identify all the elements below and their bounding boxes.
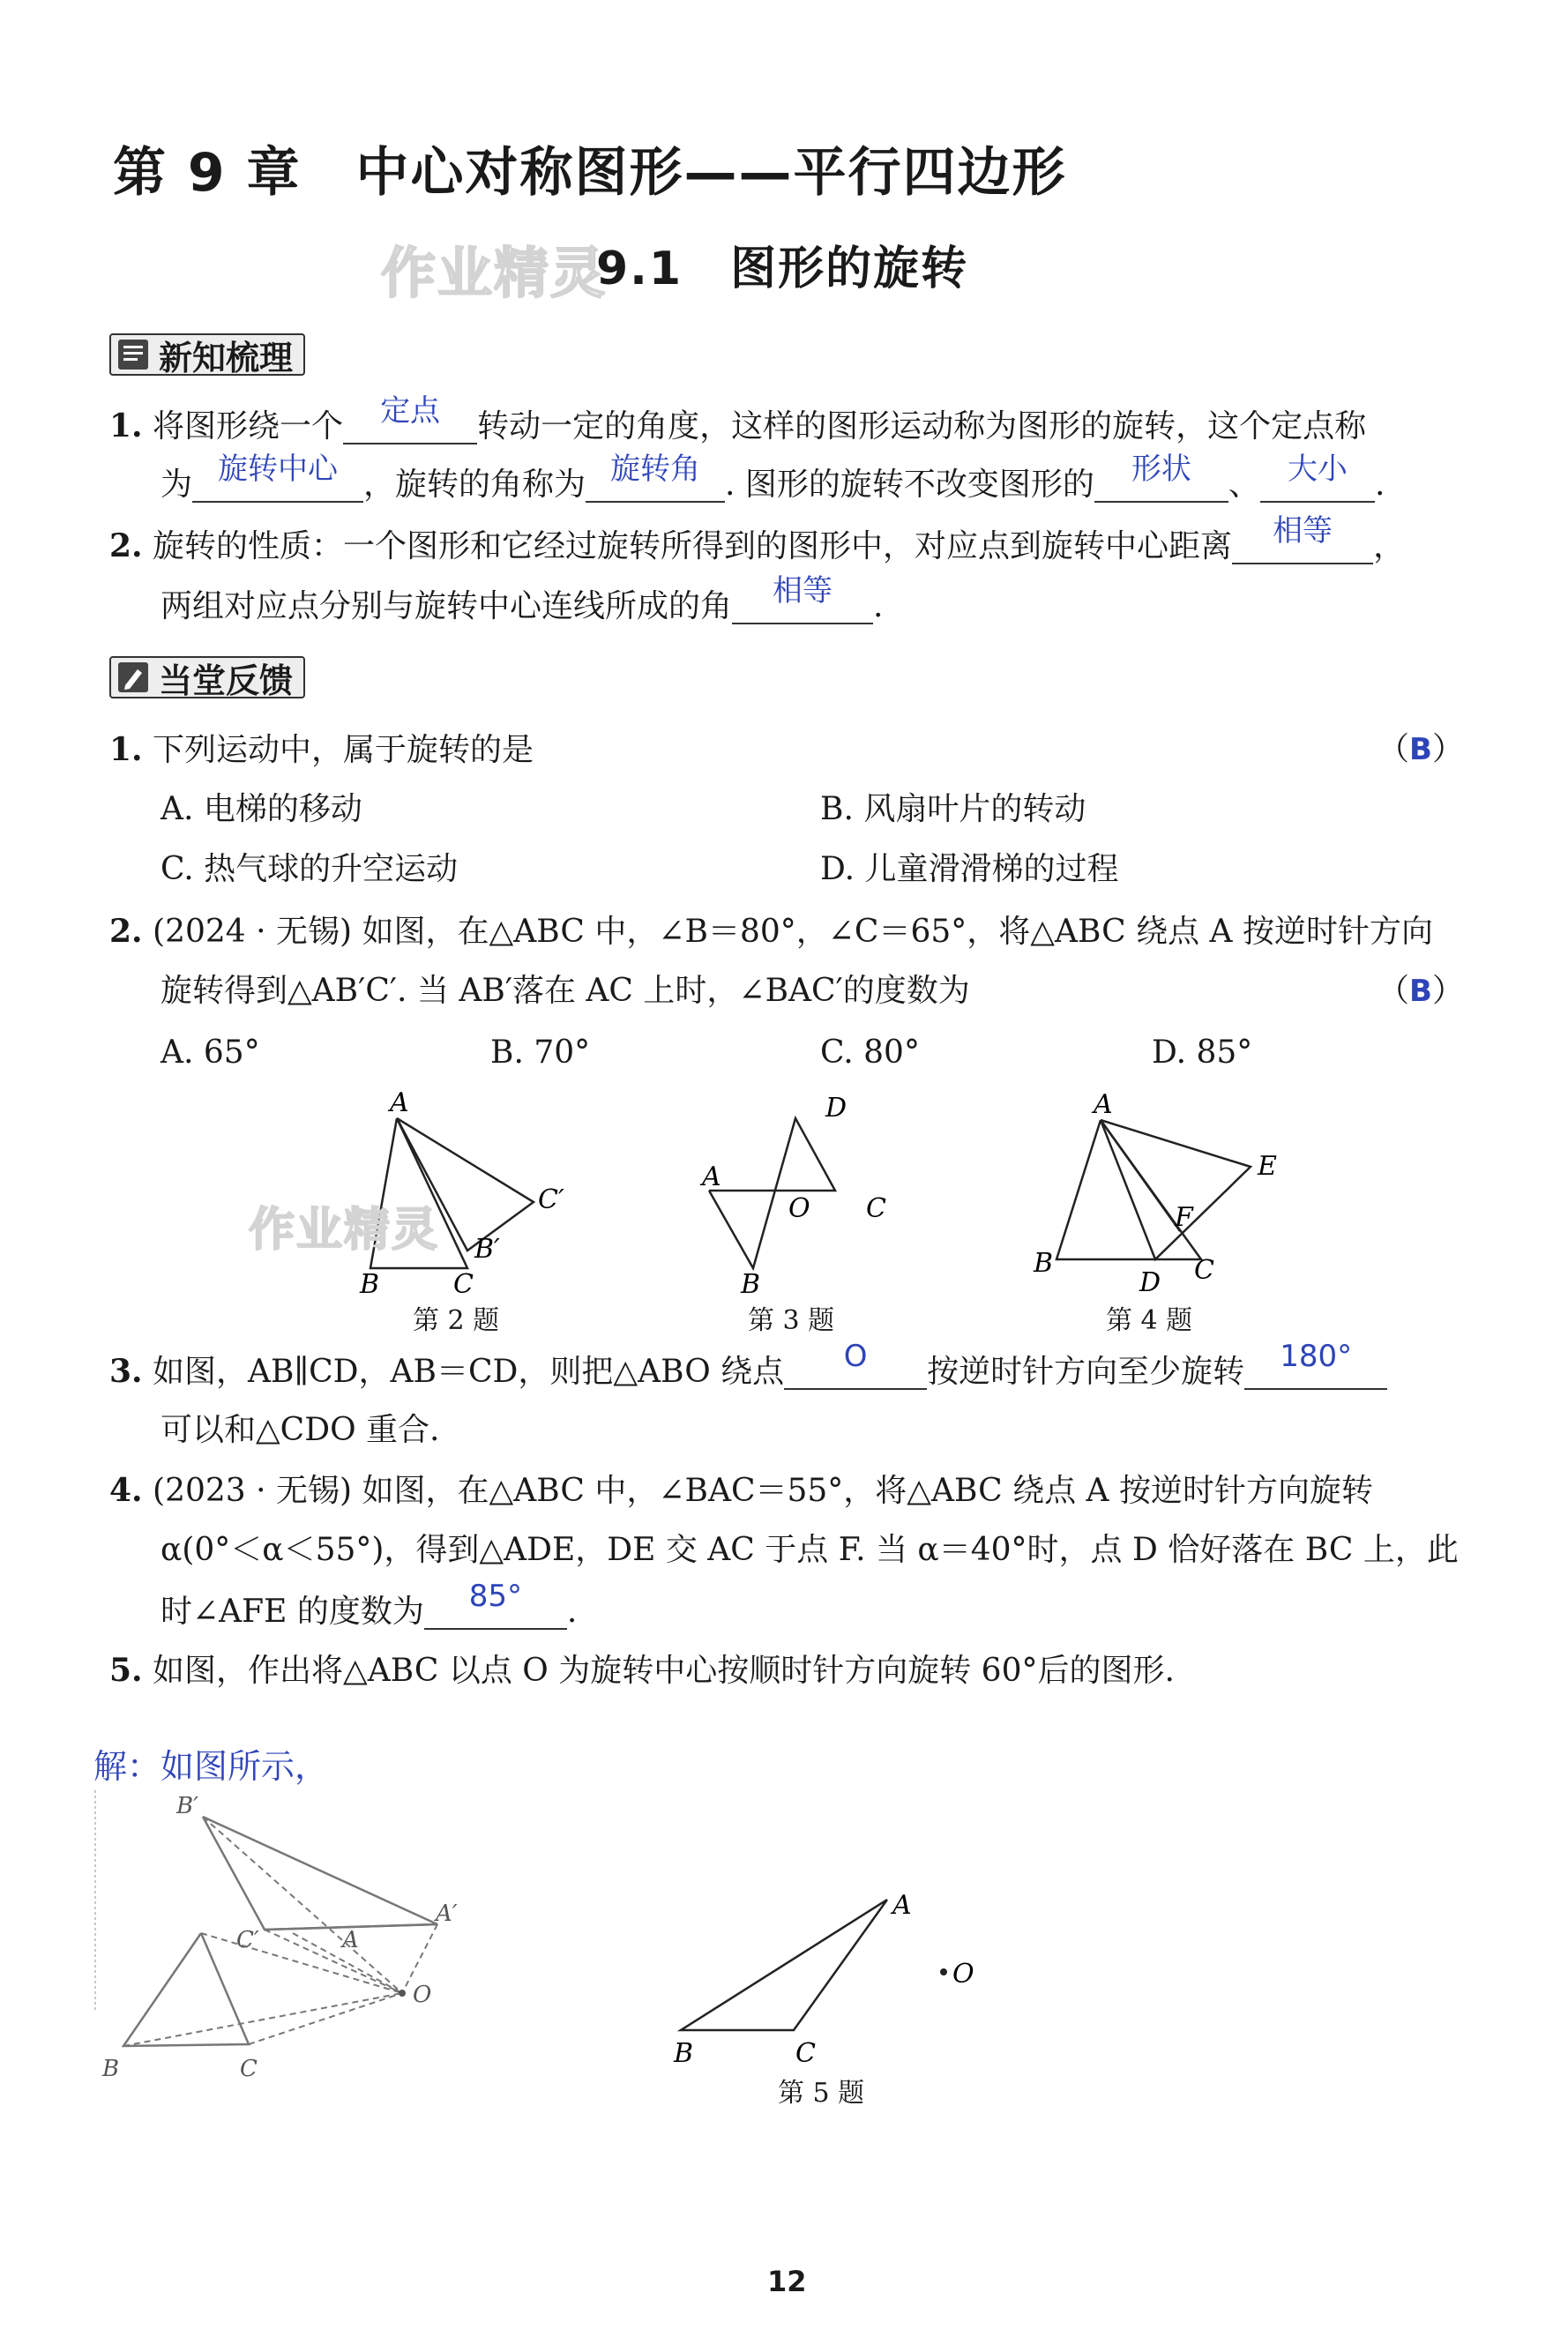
blank — [1244, 1339, 1387, 1390]
q2-answer: B — [1409, 974, 1432, 1009]
q1-option-d: D. 儿童滑滑梯的过程 — [820, 851, 1119, 887]
paren: （ — [1378, 731, 1410, 767]
text: (2023 · 无锡) 如图，在△ABC 中，∠BAC＝55°，将△ABC 绕点 A 按逆时针方向旋转 — [153, 1473, 1373, 1509]
blank — [1094, 452, 1228, 503]
blank — [192, 452, 363, 503]
sol-label-c-prime: C′ — [236, 1927, 259, 1953]
fig2-label-c-prime: C′ — [538, 1184, 564, 1215]
nk-item-1-line-2 — [161, 452, 1385, 503]
fb-q2-line-2: 旋转得到△AB′C′. 当 AB′落在 AC 上时，∠BAC′的度数为 — [161, 973, 970, 1009]
q3-num: 3. — [109, 1353, 143, 1390]
answer-text: 85° — [468, 1579, 522, 1614]
text: 按逆时针方向至少旋转 — [927, 1354, 1245, 1390]
new-knowledge-tag — [109, 333, 305, 376]
fb-q4-line-3 — [161, 1579, 578, 1630]
fig4-label-f: F — [1175, 1202, 1193, 1233]
answer-text: 相等 — [1273, 513, 1333, 549]
q1-option-a: A. 电梯的移动 — [161, 791, 362, 827]
text: 为 — [161, 467, 193, 503]
blank — [424, 1579, 567, 1630]
fig4-label-c: C — [1194, 1255, 1214, 1286]
text: 如图，AB∥CD，AB＝CD，则把△ABO 绕点 — [153, 1354, 785, 1390]
nk-item-1-line-1 — [109, 393, 1367, 444]
fb-q4-line-1 — [109, 1473, 1373, 1509]
sol-label-a-prime: A′ — [436, 1901, 458, 1927]
q2-option-c: C. 80° — [820, 1034, 920, 1071]
blank — [732, 573, 873, 624]
feedback-title: 当堂反馈 — [159, 661, 294, 700]
q2-option-a: A. 65° — [161, 1034, 260, 1071]
fig2-label-c: C — [453, 1269, 474, 1300]
feedback-tag — [109, 656, 305, 698]
fig3-label-d: D — [825, 1093, 847, 1124]
paren: ） — [1431, 973, 1464, 1009]
chapter-title: 第 9 章 中心对称图形——平行四边形 — [113, 142, 1067, 204]
fig4-label-d: D — [1139, 1267, 1161, 1298]
blank — [784, 1339, 927, 1390]
q1-answer: B — [1409, 732, 1432, 767]
pencil-icon — [118, 662, 148, 692]
fb-q1-stem — [109, 732, 534, 768]
q4-num: 4. — [109, 1472, 143, 1509]
answer-text: 相等 — [773, 573, 833, 609]
q2-text-1: (2024 · 无锡) 如图，在△ABC 中，∠B＝80°，∠C＝65°，将△ABC 绕点 A 按逆时针方向 — [153, 914, 1433, 950]
figure-3 — [690, 1092, 901, 1303]
fb-q3-line-1 — [109, 1339, 1387, 1390]
fig3-label-o: O — [788, 1193, 810, 1224]
q1-answer-paren — [1378, 732, 1464, 767]
section-title: 9.1 图形的旋转 — [596, 243, 969, 295]
fig4-label-a: A — [1094, 1092, 1113, 1120]
paren: ） — [1431, 731, 1464, 767]
fb-q4-line-2: α(0°＜α＜55°)，得到△ADE，DE 交 AC 于点 F. 当 α＝40°时，点 D 恰好落在 BC 上，此 — [161, 1532, 1459, 1568]
paren: （ — [1378, 973, 1410, 1009]
fig3-label-b: B — [741, 1269, 761, 1300]
figure-4 — [1023, 1092, 1305, 1303]
figure-5 — [653, 1878, 988, 2072]
fb-q3-line-2: 可以和△CDO 重合. — [161, 1412, 440, 1448]
answer-text: 旋转角 — [610, 452, 701, 487]
fig4-label-e: E — [1258, 1151, 1277, 1182]
text: 两组对应点分别与旋转中心连线所成的角 — [161, 588, 733, 624]
text: 时∠AFE 的度数为 — [161, 1594, 424, 1630]
blank — [586, 452, 725, 503]
q2-answer-paren — [1378, 974, 1464, 1009]
q1-option-c: C. 热气球的升空运动 — [161, 851, 459, 887]
watermark: 作业精灵 — [381, 241, 608, 305]
answer-text: 大小 — [1287, 452, 1348, 487]
blank — [1232, 513, 1373, 564]
text: . — [566, 1594, 578, 1630]
sol-label-a: A — [342, 1927, 359, 1953]
text: . 图形的旋转不改变图形的 — [725, 467, 1094, 503]
nk-item-2-line-1 — [109, 513, 1406, 564]
fig3-label-a: A — [702, 1161, 721, 1192]
answer-text: 定点 — [380, 393, 441, 429]
fig3-caption: 第 3 题 — [748, 1305, 835, 1336]
book-icon — [118, 340, 148, 370]
page-number: 12 — [767, 2265, 807, 2298]
blank — [1260, 452, 1375, 503]
q5-num: 5. — [109, 1652, 143, 1689]
nk-item-1-num: 1. — [109, 407, 143, 444]
answer-text: 180° — [1280, 1339, 1353, 1374]
fig2-caption: 第 2 题 — [413, 1305, 500, 1336]
fig5-label-b: B — [674, 2038, 694, 2069]
watermark-2: 作业精灵 — [249, 1204, 440, 1257]
answer-text: 形状 — [1131, 452, 1191, 487]
q2-option-d: D. 85° — [1152, 1034, 1253, 1071]
solution-label: 解：如图所示， — [93, 1747, 329, 1786]
fig2-label-b: B — [360, 1269, 380, 1300]
sol-label-c: C — [240, 2056, 258, 2081]
q1-num: 1. — [109, 731, 143, 768]
nk-item-1-text-a: 将图形绕一个 — [153, 408, 344, 444]
text: . — [873, 588, 884, 624]
solution-figure — [88, 1781, 476, 2081]
fig2-label-b-prime: B′ — [474, 1234, 500, 1265]
q2-option-b: B. 70° — [490, 1034, 591, 1071]
fig2-label-a: A — [390, 1092, 409, 1118]
fig5-label-c: C — [795, 2038, 816, 2069]
sol-label-b: B — [102, 2056, 120, 2081]
fig4-label-b: B — [1034, 1248, 1054, 1279]
new-knowledge-title: 新知梳理 — [159, 338, 294, 377]
fb-q5 — [109, 1653, 1175, 1689]
sol-label-o: O — [413, 1982, 432, 2008]
answer-text: O — [843, 1339, 868, 1374]
q2-num: 2. — [109, 913, 143, 950]
blank — [343, 393, 477, 444]
answer-text: 旋转中心 — [218, 452, 339, 487]
fig4-caption: 第 4 题 — [1106, 1305, 1193, 1336]
text: 如图，作出将△ABC 以点 O 为旋转中心按顺时针方向旋转 60°后的图形. — [153, 1653, 1175, 1689]
text: . — [1374, 467, 1385, 503]
fb-q2-line-1 — [109, 914, 1433, 950]
sol-label-b-prime: B′ — [176, 1793, 199, 1819]
text: ，旋转的角称为 — [363, 467, 586, 503]
nk-item-2-num: 2. — [109, 527, 143, 564]
text: 、 — [1228, 467, 1260, 503]
nk-item-2-line-2 — [161, 573, 884, 624]
fig5-caption: 第 5 题 — [778, 2078, 865, 2109]
q1-option-b: B. 风扇叶片的转动 — [820, 791, 1086, 827]
q1-text: 下列运动中，属于旋转的是 — [153, 732, 534, 768]
text: ， — [1373, 528, 1406, 564]
fig3-label-c: C — [866, 1193, 886, 1224]
fig5-label-o: O — [952, 1959, 974, 1990]
nk-item-1-text-b: 转动一定的角度，这样的图形运动称为图形的旋转，这个定点称 — [477, 408, 1367, 444]
text: 旋转的性质：一个图形和它经过旋转所得到的图形中，对应点到旋转中心距离 — [153, 528, 1233, 564]
fig5-label-a: A — [892, 1890, 912, 1921]
